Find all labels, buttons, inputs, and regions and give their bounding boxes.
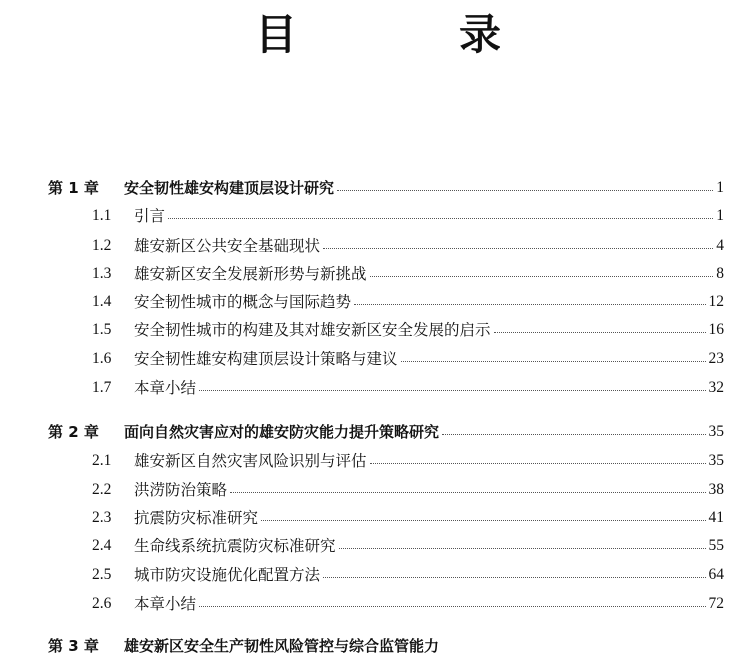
dot-leader bbox=[339, 548, 706, 549]
page-title: 目 录 bbox=[254, 10, 561, 59]
chapter-number: 第 3 章 bbox=[48, 637, 99, 655]
chapter-title: 雄安新区安全生产韧性风险管控与综合监管能力 bbox=[124, 637, 440, 655]
dot-leader bbox=[199, 390, 705, 391]
page-number: 72 bbox=[708, 595, 724, 612]
section-title: 雄安新区安全发展新形势与新挑战 bbox=[134, 265, 367, 283]
section-number: 2.6 bbox=[92, 595, 112, 612]
section-title: 引言 bbox=[134, 207, 166, 225]
page-number: 8 bbox=[716, 265, 724, 282]
toc-section-1-7[interactable] bbox=[92, 376, 724, 400]
page-number: 38 bbox=[708, 481, 724, 498]
dot-leader bbox=[494, 332, 706, 333]
toc-section-2-6[interactable] bbox=[92, 592, 724, 616]
dot-leader bbox=[442, 434, 705, 435]
dot-leader bbox=[337, 190, 713, 191]
dot-leader bbox=[199, 606, 705, 607]
page-number: 41 bbox=[708, 509, 724, 526]
toc-section-2-1[interactable] bbox=[92, 449, 724, 473]
toc-section-1-1[interactable] bbox=[92, 204, 724, 228]
page-number: 55 bbox=[708, 537, 724, 554]
section-number: 1.6 bbox=[92, 350, 112, 367]
chapter-title: 面向自然灾害应对的雄安防灾能力提升策略研究 bbox=[124, 423, 440, 441]
dot-leader bbox=[168, 218, 713, 219]
dot-leader bbox=[354, 304, 705, 305]
section-title: 洪涝防治策略 bbox=[134, 481, 228, 499]
page-number: 35 bbox=[708, 423, 724, 440]
section-number: 1.3 bbox=[92, 265, 112, 282]
toc-chapter-3[interactable] bbox=[48, 634, 724, 658]
section-number: 1.7 bbox=[92, 379, 112, 396]
section-title: 安全韧性城市的构建及其对雄安新区安全发展的启示 bbox=[134, 321, 491, 339]
section-title: 抗震防灾标准研究 bbox=[134, 509, 259, 527]
chapter-number: 第 2 章 bbox=[48, 423, 99, 441]
page-number: 1 bbox=[716, 207, 724, 224]
section-number: 2.1 bbox=[92, 452, 112, 469]
page-number: 64 bbox=[708, 566, 724, 583]
toc-section-1-4[interactable] bbox=[92, 290, 724, 314]
toc-section-1-6[interactable] bbox=[92, 347, 724, 371]
section-title: 安全韧性雄安构建顶层设计策略与建议 bbox=[134, 350, 398, 368]
section-number: 1.2 bbox=[92, 237, 112, 254]
section-title: 本章小结 bbox=[134, 379, 197, 397]
section-number: 2.3 bbox=[92, 509, 112, 526]
section-number: 1.5 bbox=[92, 321, 112, 338]
chapter-title: 安全韧性雄安构建顶层设计研究 bbox=[124, 179, 335, 197]
section-number: 2.4 bbox=[92, 537, 112, 554]
section-number: 2.2 bbox=[92, 481, 112, 498]
section-title: 安全韧性城市的概念与国际趋势 bbox=[134, 293, 352, 311]
dot-leader bbox=[261, 520, 705, 521]
toc-section-1-5[interactable] bbox=[92, 318, 724, 342]
section-title: 城市防灾设施优化配置方法 bbox=[134, 566, 321, 584]
dot-leader bbox=[370, 276, 714, 277]
page-number: 32 bbox=[708, 379, 724, 396]
chapter-number: 第 1 章 bbox=[48, 179, 99, 197]
toc-section-2-2[interactable] bbox=[92, 478, 724, 502]
toc-section-2-5[interactable] bbox=[92, 563, 724, 587]
section-number: 2.5 bbox=[92, 566, 112, 583]
section-number: 1.1 bbox=[92, 207, 112, 224]
section-title: 本章小结 bbox=[134, 595, 197, 613]
dot-leader bbox=[323, 577, 705, 578]
section-title: 生命线系统抗震防灾标准研究 bbox=[134, 537, 336, 555]
dot-leader bbox=[323, 248, 713, 249]
dot-leader bbox=[370, 463, 706, 464]
page-number: 12 bbox=[708, 293, 724, 310]
toc-chapter-2[interactable] bbox=[48, 420, 724, 444]
toc-section-1-2[interactable] bbox=[92, 234, 724, 258]
page-number: 4 bbox=[716, 237, 724, 254]
dot-leader bbox=[401, 361, 706, 362]
page-number: 16 bbox=[708, 321, 724, 338]
toc-section-2-4[interactable] bbox=[92, 534, 724, 558]
page-number: 1 bbox=[716, 179, 724, 196]
page-number: 23 bbox=[708, 350, 724, 367]
section-title: 雄安新区自然灾害风险识别与评估 bbox=[134, 452, 367, 470]
toc-section-1-3[interactable] bbox=[92, 262, 724, 286]
toc-chapter-1[interactable] bbox=[48, 176, 724, 200]
page-number: 35 bbox=[708, 452, 724, 469]
dot-leader bbox=[230, 492, 705, 493]
section-title: 雄安新区公共安全基础现状 bbox=[134, 237, 321, 255]
section-number: 1.4 bbox=[92, 293, 112, 310]
toc-section-2-3[interactable] bbox=[92, 506, 724, 530]
